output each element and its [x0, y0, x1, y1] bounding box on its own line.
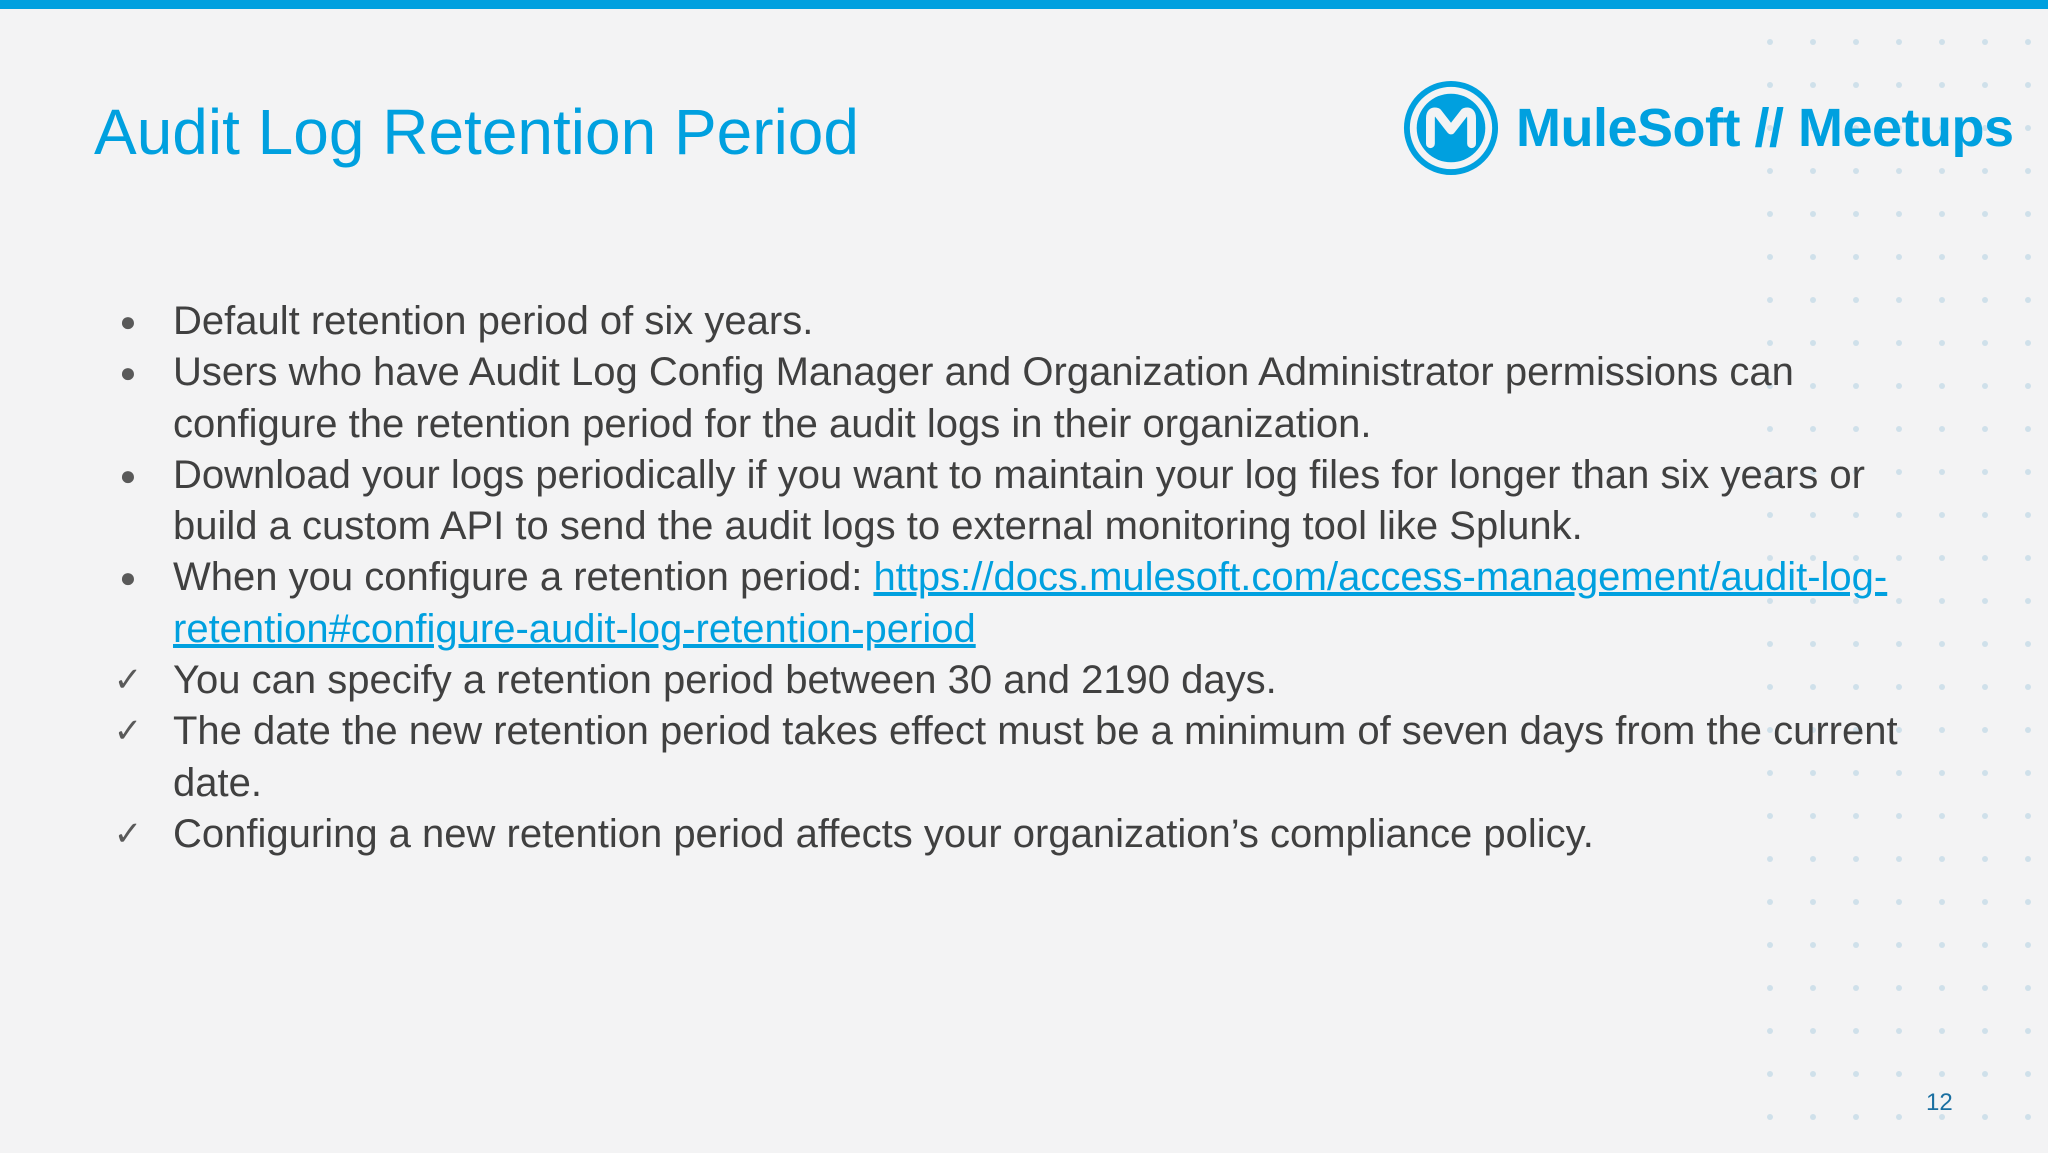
list-item: [108, 450, 1938, 553]
bullet-dot-icon: ●: [119, 562, 137, 594]
bullet-list: [108, 296, 1938, 860]
checkmark-icon: ✓: [113, 814, 143, 853]
list-item: [108, 655, 1938, 706]
checkmark-icon: ✓: [113, 661, 143, 700]
bullet-dot-icon: ●: [119, 459, 137, 491]
page-number: 12: [1926, 1089, 1953, 1116]
bullet-text: The date the new retention period takes effect must be a minimum of seven days from the current date.: [173, 709, 1898, 805]
list-item: [108, 296, 1938, 347]
bullet-text: Configuring a new retention period affects your organization’s compliance policy.: [173, 811, 1594, 856]
checkmark-icon: ✓: [113, 712, 143, 751]
list-item: [108, 347, 1938, 450]
docs-link[interactable]: https://docs.mulesoft.com/access-management/audit-log-retention#configure-audit-log-retention-period: [173, 555, 1888, 651]
list-item: [108, 552, 1938, 655]
bullet-text: When you configure a retention period:: [173, 555, 874, 600]
logo-text: MuleSoft // Meetups: [1516, 98, 2014, 158]
bullet-text: Download your logs periodically if you want to maintain your log files for longer than six years or build a custom API to send the audit logs to external monitoring tool like Splunk.: [173, 452, 1865, 549]
list-item: [108, 706, 1938, 809]
bullet-dot-icon: ●: [119, 306, 137, 337]
top-accent-bar: [0, 0, 2048, 9]
bullet-dot-icon: ●: [119, 357, 137, 389]
bullet-text: You can specify a retention period between 30 and 2190 days.: [173, 658, 1277, 703]
mulesoft-meetups-logo: [1402, 78, 2014, 178]
list-item: [108, 809, 1938, 860]
bullet-text: Default retention period of six years.: [173, 299, 814, 343]
mulesoft-logo-icon: [1402, 79, 1500, 177]
bullet-text: Users who have Audit Log Config Manager and Organization Administrator permissions can configure the retention period for the audit logs in their organization.: [173, 350, 1794, 446]
slide-title: Audit Log Retention Period: [94, 96, 859, 168]
